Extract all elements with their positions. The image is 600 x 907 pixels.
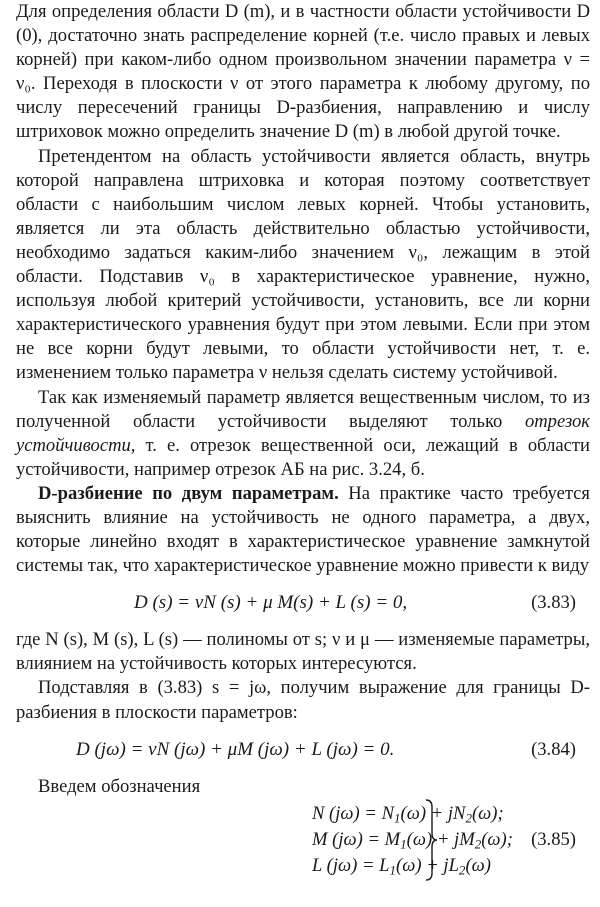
right-brace-icon bbox=[424, 799, 438, 881]
equation-3-84-body: D (jω) = νN (jω) + μM (jω) + L (jω) = 0. bbox=[76, 738, 395, 760]
paragraph-7: Введем обозначения bbox=[38, 775, 201, 797]
equation-row-m: M $(j\omega) = M_1(\omega) + jM_2(\omega)$; bbox=[312, 828, 513, 851]
equation-3-85 bbox=[16, 799, 590, 883]
equation-3-85-rows bbox=[312, 801, 513, 879]
paragraph-6: Подставляя в (3.83) s = jω, получим выражение для границы D-разбиения в плоскости параметров: bbox=[16, 677, 590, 723]
emphasis-stability-segment: отрезок устойчивости bbox=[16, 410, 590, 456]
equation-row-n: N $(j\omega) = N_1(\omega) + jN_2(\omega)$; bbox=[312, 802, 504, 825]
equation-3-84-number: (3.84) bbox=[531, 738, 576, 760]
equation-3-83-body: D (s) = νN (s) + μ M(s) + L (s) = 0, bbox=[134, 592, 408, 614]
paragraph-3 bbox=[16, 386, 590, 482]
paragraph-3-tail: , т. е. отрезок вещественной оси, лежащий в области устойчивости, например отрезок АБ на рис. 3.24, б. bbox=[16, 434, 590, 480]
equation-3-85-number: (3.85) bbox=[531, 828, 576, 850]
equation-row-l: L $(j\omega) = L_1(\omega) + jL_2(\omega)$ bbox=[312, 854, 491, 877]
paragraph-5: где N (s), M (s), L (s) — полиномы от s; ν и μ — изменяемые параметры, влиянием на устойчивость которых интересуются. bbox=[16, 629, 590, 675]
equation-3-84 bbox=[16, 725, 590, 775]
paragraph-4-text: На практике часто требуется выяснить влияние на устойчивость не одного параметра, а двух, которые линейно входят в характеристическое уравнение замкнутой системы так, что характеристическое уравнение можно привести к виду bbox=[16, 482, 590, 577]
paragraph-1: Для определения области D (m), и в частности области устойчивости D (0), достаточно знать распределение корней (т.е. число правых и левых корней) при каком-либо одном произвольном значении параметра ν = ν₀. Переходя в плоскости ν от этого параметра к любому другому, по числу пересечений границы D-разбиения, направлению и числу штриховок можно определить значение D (m) в любой другой точке. bbox=[16, 1, 590, 143]
section-heading: D-разбиение по двум параметрам. bbox=[38, 482, 339, 504]
equation-3-83 bbox=[16, 578, 590, 628]
paragraph-4 bbox=[16, 482, 590, 578]
paragraph-3-text: Так как изменяемый параметр является вещественным числом, то из полученной области устойчивости выделяют только bbox=[16, 386, 590, 432]
equation-3-83-number: (3.83) bbox=[531, 592, 576, 614]
paragraph-2: Претендентом на область устойчивости является область, внутрь которой направлена штриховка и которая поэтому соответствует области с наибольшим числом левых корней. Чтобы установить, является ли эта область действительно областью устойчивости, необходимо задаться каким-либо значением ν₀, лежащим в этой области. Подставив ν₀ в характеристическое уравнение, нужно, используя любой критерий устойчивости, установить, все ли корни характеристического уравнения будут при этом левыми. Если при этом не все корни будут левыми, то области устойчивости нет, т. е. изменением только параметра ν нельзя сделать систему устойчивой. bbox=[16, 145, 590, 384]
